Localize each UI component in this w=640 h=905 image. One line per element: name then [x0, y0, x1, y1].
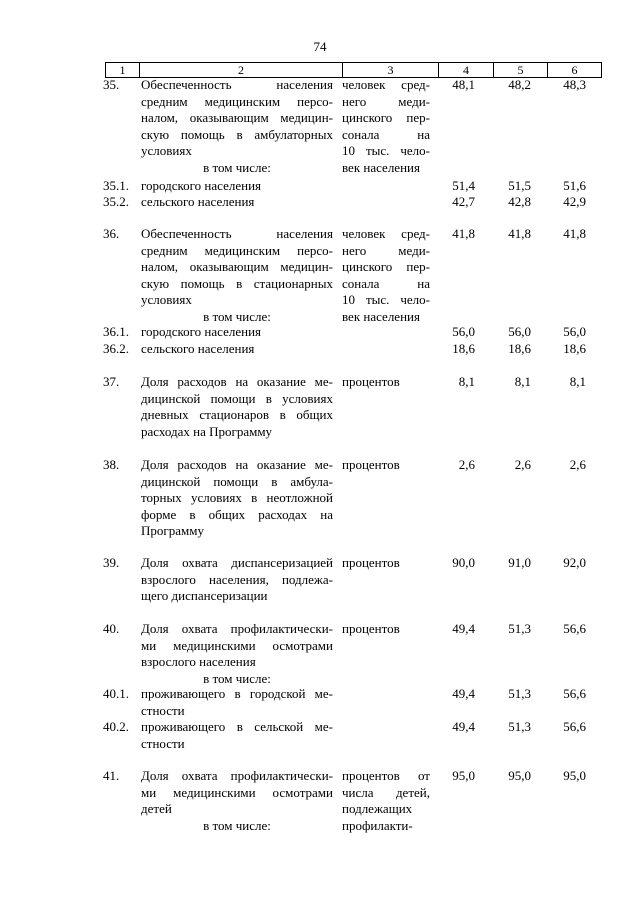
value-col-4: 49,4 [452, 621, 475, 636]
row-description [141, 194, 333, 211]
header-col-2: 2 [139, 63, 342, 77]
description-line: ми медицинскими осмотрами [141, 784, 333, 800]
row-unit [342, 77, 430, 176]
description-line: Обеспеченность населения [141, 77, 333, 92]
value-col-4: 49,4 [452, 686, 475, 701]
row-number: 40.2. [103, 719, 129, 734]
unit-line: век населения [342, 308, 420, 324]
row-description [141, 341, 333, 358]
description-line: взрослого населения [141, 654, 256, 669]
description-line: форме в общих расходах на [141, 506, 333, 522]
row-number: 41. [103, 768, 120, 783]
row-description [141, 768, 333, 834]
value-col-4: 56,0 [452, 324, 475, 339]
value-col-6: 18,6 [563, 341, 586, 356]
row-number: 40. [103, 621, 120, 636]
value-col-4: 51,4 [452, 178, 475, 193]
description-line: в том числе: [203, 670, 271, 686]
description-line: городского населения [141, 178, 262, 193]
description-line: Программу [141, 523, 204, 538]
description-line: детей [141, 801, 172, 816]
value-col-4: 41,8 [452, 226, 475, 241]
row-unit [342, 621, 430, 638]
row-description [141, 719, 333, 752]
value-col-5: 51,3 [508, 686, 531, 701]
description-line: дневных стационаров в общих [141, 407, 333, 422]
unit-line: числа детей, [342, 784, 430, 800]
value-col-5: 51,3 [508, 621, 531, 636]
row-description [141, 226, 333, 325]
value-col-6: 41,8 [563, 226, 586, 241]
unit-line: него меди- [342, 242, 430, 258]
row-description [141, 457, 333, 540]
value-col-6: 8,1 [569, 374, 586, 389]
description-line: в том числе: [203, 308, 271, 324]
value-col-5: 51,3 [508, 719, 531, 734]
value-col-5: 48,2 [508, 77, 531, 92]
value-col-4: 48,1 [452, 77, 475, 92]
row-description [141, 324, 333, 341]
description-line: Доля охвата профилактически- [141, 768, 333, 783]
unit-line: сонала на [342, 126, 430, 142]
value-col-4: 49,4 [452, 719, 475, 734]
row-number: 35.1. [103, 178, 129, 193]
header-col-5: 5 [493, 63, 547, 77]
description-line: скую помощь в стационарных [141, 275, 333, 291]
unit-line: человек сред- [342, 77, 430, 92]
description-line: налом, оказывающим медицин- [141, 110, 333, 125]
page-number: 74 [313, 39, 327, 54]
value-col-4: 90,0 [452, 555, 475, 570]
description-line: сельского населения [141, 194, 255, 209]
row-unit [342, 226, 430, 325]
value-col-6: 56,0 [563, 324, 586, 339]
description-line: Доля расходов на оказание ме- [141, 457, 333, 472]
header-col-1: 1 [105, 63, 139, 77]
header-col-4: 4 [438, 63, 493, 77]
value-col-4: 8,1 [458, 374, 475, 389]
value-col-6: 42,9 [563, 194, 586, 209]
description-line: проживающего в сельской ме- [141, 719, 333, 734]
unit-line: век населения [342, 159, 420, 175]
description-line: сельского населения [141, 341, 255, 356]
unit-line: процентов от [342, 768, 430, 783]
row-number: 36.1. [103, 324, 129, 339]
value-col-6: 56,6 [563, 621, 586, 636]
description-line: дицинской помощи в условиях [141, 390, 333, 406]
unit-line: процентов [342, 621, 400, 636]
description-line: щего диспансеризации [141, 588, 268, 603]
description-line: в том числе: [203, 159, 271, 175]
description-line: расходах на Программу [141, 423, 273, 439]
unit-line: 10 тыс. чело- [342, 143, 430, 158]
unit-line: подлежащих [342, 801, 413, 816]
unit-line: процентов [342, 457, 400, 472]
row-unit [342, 768, 430, 834]
unit-line: процентов [342, 374, 400, 389]
value-col-4: 42,7 [452, 194, 475, 209]
row-description [141, 178, 333, 195]
description-line: Доля охвата профилактически- [141, 621, 333, 636]
value-col-6: 48,3 [563, 77, 586, 92]
unit-line: сонала на [342, 275, 430, 291]
value-col-5: 56,0 [508, 324, 531, 339]
row-unit [342, 457, 430, 474]
value-col-6: 2,6 [569, 457, 586, 472]
row-number: 36.2. [103, 341, 129, 356]
value-col-5: 18,6 [508, 341, 531, 356]
row-description [141, 621, 333, 687]
row-number: 40.1. [103, 686, 129, 701]
value-col-6: 56,6 [563, 686, 586, 701]
header-col-6: 6 [547, 63, 602, 77]
unit-line: цинского пер- [342, 259, 430, 274]
row-description [141, 686, 333, 719]
row-description [141, 555, 333, 605]
row-number: 39. [103, 555, 120, 570]
description-line: торных условиях в неотложной [141, 490, 333, 505]
value-col-6: 51,6 [563, 178, 586, 193]
value-col-6: 92,0 [563, 555, 586, 570]
unit-line: профилакти- [342, 817, 413, 833]
value-col-5: 91,0 [508, 555, 531, 570]
row-number: 38. [103, 457, 120, 472]
description-line: в том числе: [203, 817, 271, 833]
value-col-5: 8,1 [514, 374, 531, 389]
unit-line: человек сред- [342, 226, 430, 241]
row-unit [342, 374, 430, 391]
description-line: взрослого населения, подлежа- [141, 571, 333, 587]
description-line: стности [141, 735, 185, 751]
description-line: средним медицинским персо- [141, 242, 333, 258]
value-col-5: 51,5 [508, 178, 531, 193]
value-col-4: 95,0 [452, 768, 475, 783]
description-line: Обеспеченность населения [141, 226, 333, 241]
unit-line: процентов [342, 555, 400, 570]
description-line: условиях [141, 143, 192, 158]
description-line: средним медицинским персо- [141, 93, 333, 109]
description-line: скую помощь в амбулаторных [141, 126, 333, 142]
row-number: 36. [103, 226, 120, 241]
unit-line: 10 тыс. чело- [342, 292, 430, 307]
row-description [141, 374, 333, 440]
row-number: 37. [103, 374, 120, 389]
value-col-5: 41,8 [508, 226, 531, 241]
row-number: 35.2. [103, 194, 129, 209]
value-col-5: 95,0 [508, 768, 531, 783]
description-line: условиях [141, 292, 192, 307]
description-line: дицинской помощи в амбула- [141, 473, 333, 489]
value-col-4: 18,6 [452, 341, 475, 356]
description-line: городского населения [141, 324, 262, 339]
value-col-5: 42,8 [508, 194, 531, 209]
description-line: налом, оказывающим медицин- [141, 259, 333, 274]
row-unit [342, 555, 430, 572]
header-col-3: 3 [342, 63, 438, 77]
value-col-6: 95,0 [563, 768, 586, 783]
table-header [105, 62, 602, 78]
value-col-5: 2,6 [514, 457, 531, 472]
description-line: проживающего в городской ме- [141, 686, 333, 701]
row-number: 35. [103, 77, 120, 92]
description-line: Доля охвата диспансеризацией [141, 555, 333, 570]
row-description [141, 77, 333, 176]
description-line: стности [141, 702, 185, 718]
value-col-4: 2,6 [458, 457, 475, 472]
unit-line: него меди- [342, 93, 430, 109]
description-line: Доля расходов на оказание ме- [141, 374, 333, 389]
value-col-6: 56,6 [563, 719, 586, 734]
description-line: ми медицинскими осмотрами [141, 637, 333, 653]
unit-line: цинского пер- [342, 110, 430, 125]
